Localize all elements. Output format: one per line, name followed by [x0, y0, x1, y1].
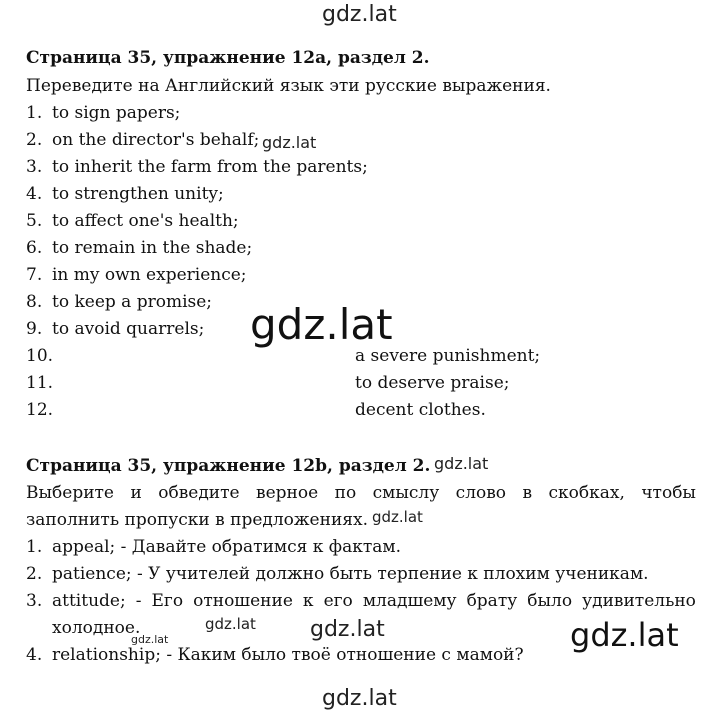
- word: слово: [455, 483, 507, 503]
- section2-instruction-line1: [26, 480, 696, 507]
- list-item: [26, 235, 252, 262]
- item-number: 6.: [26, 238, 43, 258]
- item-text: patience; - У учителей должно быть терпение к плохим ученикам.: [52, 564, 649, 584]
- word: его: [323, 591, 353, 611]
- watermark-small-2: gdz.lat: [131, 633, 169, 646]
- word: скобках,: [548, 483, 625, 503]
- word: младшему: [362, 591, 457, 611]
- list-item-number: 11.: [26, 373, 54, 393]
- word: брату: [466, 591, 518, 611]
- word: верное: [256, 483, 319, 503]
- item-text: appeal; - Давайте обратимся к фактам.: [52, 537, 402, 557]
- list-item-text: to deserve praise;: [355, 373, 510, 393]
- word: было: [527, 591, 573, 611]
- answer-item: [26, 588, 696, 615]
- item-number: 5.: [26, 211, 43, 231]
- list-item: [26, 181, 224, 208]
- watermark-small-1: gdz.lat: [205, 615, 256, 633]
- item-text: to keep a promise;: [52, 292, 213, 312]
- word: -: [135, 591, 142, 611]
- item-text: to sign papers;: [52, 103, 181, 123]
- section2-instruction-line2: заполнить пропуски в предложениях.: [26, 510, 368, 530]
- word: отношение: [193, 591, 293, 611]
- watermark-bottom: gdz.lat: [322, 686, 397, 711]
- section1-heading: Страница 35, упражнение 12а, раздел 2.: [26, 48, 430, 68]
- watermark-heading2: gdz.lat: [434, 454, 489, 473]
- answer-item: [26, 561, 649, 588]
- item-text: to remain in the shade;: [52, 238, 253, 258]
- watermark-big-center: gdz.lat: [250, 300, 393, 349]
- item-number: 3.: [26, 157, 43, 177]
- word: по: [334, 483, 357, 503]
- item-number: 2.: [26, 564, 43, 584]
- item-number: 1.: [26, 103, 43, 123]
- watermark-big-right: gdz.lat: [570, 616, 679, 654]
- watermark-after-fill: gdz.lat: [372, 508, 423, 526]
- item-text: to inherit the farm from the parents;: [52, 157, 368, 177]
- item-text-justified: [52, 588, 696, 615]
- list-item: [26, 262, 247, 289]
- list-item-text: a severe punishment;: [355, 346, 541, 366]
- item-number: 1.: [26, 537, 43, 557]
- item-number: 7.: [26, 265, 43, 285]
- list-item: [26, 100, 180, 127]
- list-item: [26, 154, 368, 181]
- section2-heading: Страница 35, упражнение 12b, раздел 2.: [26, 456, 431, 476]
- item-number: 4.: [26, 645, 43, 665]
- item-text: in my own experience;: [52, 265, 247, 285]
- list-item: [26, 316, 204, 343]
- word: чтобы: [641, 483, 696, 503]
- word: обведите: [158, 483, 240, 503]
- watermark-top: gdz.lat: [322, 2, 397, 27]
- item-text: to avoid quarrels;: [52, 319, 205, 339]
- item-number: 9.: [26, 319, 43, 339]
- word: к: [302, 591, 314, 611]
- item-text: to affect one's health;: [52, 211, 239, 231]
- word: удивительно: [582, 591, 696, 611]
- item-text: relationship; - Каким было твоё отношение с мамой?: [52, 645, 524, 665]
- item-text: on the director's behalf;: [52, 130, 260, 150]
- watermark-mid-bottom: gdz.lat: [310, 617, 385, 642]
- list-item-number: 12.: [26, 400, 54, 420]
- word: и: [130, 483, 142, 503]
- word: в: [522, 483, 533, 503]
- item-number: 3.: [26, 591, 43, 611]
- word: смыслу: [372, 483, 440, 503]
- section1-instruction: Переведите на Английский язык эти русские выражения.: [26, 76, 551, 96]
- list-item: [26, 208, 239, 235]
- item-number: 4.: [26, 184, 43, 204]
- item-number: 2.: [26, 130, 43, 150]
- answer-item-continuation: холодное.: [52, 618, 141, 638]
- item-text: to strengthen unity;: [52, 184, 224, 204]
- list-item-text: decent clothes.: [355, 400, 486, 420]
- list-item: [26, 127, 259, 154]
- word: attitude;: [52, 591, 126, 611]
- word: Его: [151, 591, 184, 611]
- item-number: 8.: [26, 292, 43, 312]
- list-item: [26, 289, 212, 316]
- answer-item: [26, 534, 401, 561]
- watermark-inline: gdz.lat: [262, 133, 317, 152]
- list-item-number: 10.: [26, 346, 54, 366]
- answer-item: [26, 642, 524, 669]
- word: Выберите: [26, 483, 114, 503]
